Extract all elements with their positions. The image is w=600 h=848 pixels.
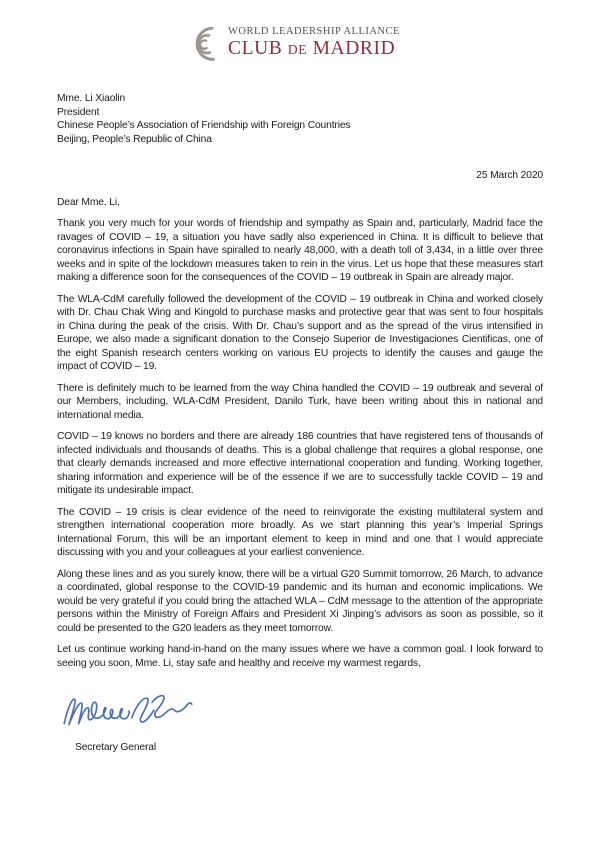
paragraph-7: Let us continue working hand-in-hand on the many issues where we have a common goal. I look forward to seeing you soon, Mme. Li, stay safe and healthy and receive my warmest regards, (57, 644, 543, 669)
logo-club-word: CLUB (228, 38, 283, 59)
logo-text (228, 21, 400, 60)
recipient-organization: Chinese People’s Association of Friendship with Foreign Countries (57, 120, 351, 131)
logo-club-line (228, 38, 400, 60)
recipient-location: Beijing, People’s Republic of China (57, 133, 212, 145)
paragraph-5: The COVID – 19 crisis is clear evidence of the need to reinvigorate the existing multilateral system and strengthen international cooperation more broadly. As we start planning this year’s Imperial Springs International Forum, this will be an important element to keep in mind and one that I would appreciate discussing with you and your colleagues at your earliest convenience. (57, 506, 543, 558)
paragraph-3: There is definitely much to be learned from the way China handled the COVID – 19 outbreak and several of our Members, including, WLA-CdM President, Danilo Turk, have been writing about this in national and international media. (57, 382, 543, 421)
paragraph-2: The WLA-CdM carefully followed the development of the COVID – 19 outbreak in China and worked closely with Dr. Chau Chak Wing and Kingold to purchase masks and protective gear that was sent to four hospitals in China during the peak of the crisis. With Dr. Chau’s support and as the spread of the virus intensified in Europe, we also made a significant donation to the Consejo Superior de Investigaciones Cientificas, one of the eight Spanish research centers working on various EU projects to identify the causes and gauge the impact of COVID – 19. (57, 293, 543, 372)
paragraph-1: Thank you very much for your words of friendship and sympathy as Spain and, particularly, Madrid face the ravages of COVID – 19, a situation you have sadly also experienced in China. It is difficult to believe that coronavirus infections in Spain have spiralled to nearly 48,000, with a death toll of 3,434, in a little over three weeks and in spite of the lockdown measures taken to rein in the virus. Let us hope that these measures start making a difference soon for the consequences of the COVID – 19 outbreak in Spain are already major. (57, 218, 543, 283)
handwritten-signature (59, 682, 197, 740)
recipient-address-block (57, 92, 543, 146)
paragraph-4: COVID – 19 knows no borders and there are already 186 countries that have registered tens of thousands of infected individuals and thousands of deaths. This is a global challenge that requires a global response, one that clearly demands increased and more effective international cooperation and funding. Working together, sharing information and experience will be of the essence if we are to successfully tackle COVID – 19 and mitigate its undesirable impact. (57, 431, 543, 496)
signatory-title: Secretary General (75, 742, 157, 753)
paragraph-6: Along these lines and as you surely know, there will be a virtual G20 Summit tomorrow, 26 March, to advance a coordinated, global response to the COVID-19 pandemic and its human and economic implications. We would be very grateful if you could bring the attached WLA – CdM message to the attention of the appropriate persons within the Ministry of Foreign Affairs and President Xi Jinping’s advisors as soon as possible, so it could be presented to the G20 leaders as they meet tomorrow. (57, 568, 543, 634)
logo-alliance-line: WORLD LEADERSHIP ALLIANCE (228, 26, 400, 37)
signature-block (57, 682, 543, 740)
recipient-name: Mme. Li Xiaolin (57, 93, 126, 104)
club-de-madrid-logo (185, 21, 400, 65)
swirl-logo-icon (185, 23, 221, 65)
salutation: Dear Mme. Li, (57, 196, 120, 208)
logo-madrid-word: MADRID (312, 38, 396, 59)
letter-content (57, 92, 543, 755)
logo-de-word: DE (287, 42, 308, 57)
letter-date: 25 March 2020 (476, 170, 543, 181)
recipient-title: President (57, 106, 100, 118)
